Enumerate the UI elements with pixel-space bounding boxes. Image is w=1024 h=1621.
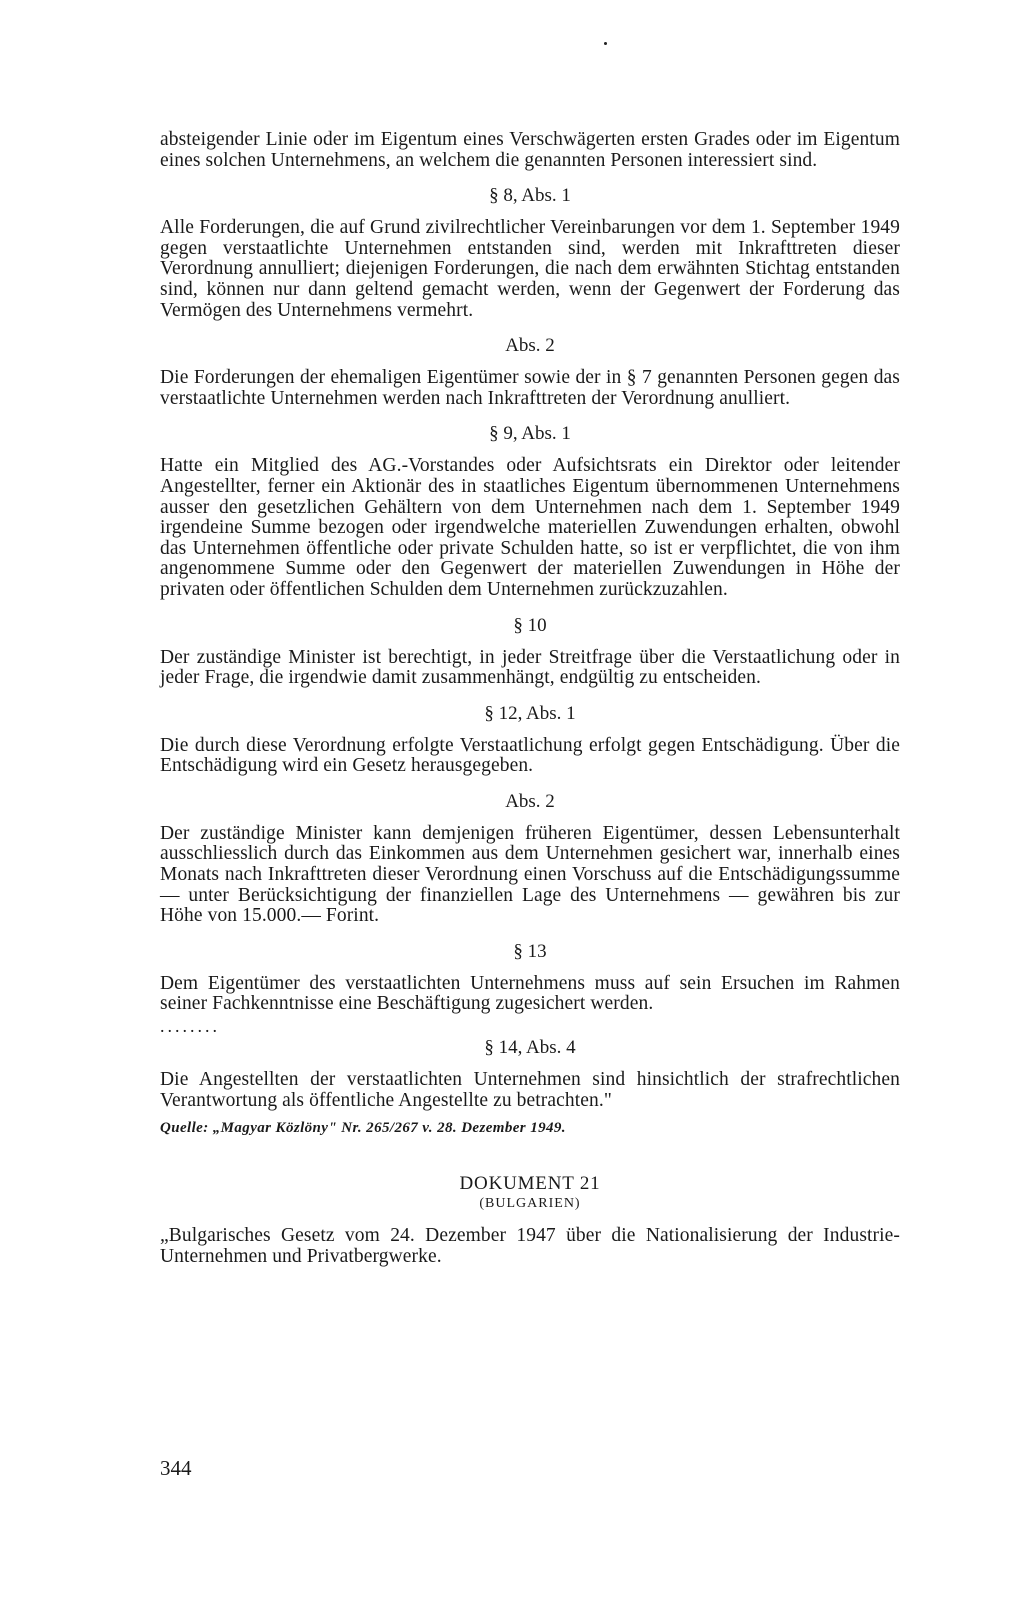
section-heading-abs-2: Abs. 2 <box>505 335 555 357</box>
scan-speck <box>604 42 607 45</box>
section-heading-14-abs-4: § 14, Abs. 4 <box>484 1037 576 1059</box>
paragraph-former-owner-claims: Die Forderungen der ehemaligen Eigentümer sowie der in § 7 genannten Personen gegen das verstaatlichte Unternehmen werden nach Inkrafttreten der Verordnung anulliert. <box>160 367 900 409</box>
omission-dots: ........ <box>160 1016 220 1037</box>
document-subtitle: (BULGARIEN) <box>479 1196 581 1212</box>
page-content <box>160 130 900 1267</box>
document-title: DOKUMENT 21 <box>459 1173 601 1195</box>
paragraph-repayment: Hatte ein Mitglied des AG.-Vorstandes oder Aufsichtsrats ein Direktor oder leitender Angestellter, ferner ein Aktionär des in staatliches Eigentum übernommenen Unternehmens ausser den gesetzlichen Gehältern von dem Unternehmen nach dem 1. September 1949 irgendeine Summe bezogen oder irgendwelche materiellen Zuwendungen erhalten, obwohl das Unternehmen öffentliche oder private Schulden hatte, so ist er verpflichtet, die von ihm angenommene Summe oder den Gegenwert der materiellen Zuwendungen in Höhe der privaten oder öffentlichen Schulden dem Unternehmen zurückzuzahlen. <box>160 455 900 600</box>
section-heading-12-abs-1: § 12, Abs. 1 <box>484 702 576 724</box>
paragraph-minister-decides: Der zuständige Minister ist berechtigt, in jeder Streitfrage über die Verstaatlichung oder in jeder Frage, die irgendwie damit zusammenhängt, endgültig zu entscheiden. <box>160 646 900 689</box>
section-heading-9-abs-1: § 9, Abs. 1 <box>489 423 571 445</box>
section-heading-13: § 13 <box>513 940 547 962</box>
source-citation: Quelle: „Magyar Közlöny" Nr. 265/267 v. 28. Dezember 1949. <box>160 1120 566 1137</box>
paragraph-employees: Die Angestellten der verstaatlichten Unternehmen sind hinsichtlich der strafrechtlichen Verantwortung als öffentliche Angestellte zu betrachten." <box>160 1069 900 1111</box>
section-heading-abs-2b: Abs. 2 <box>505 790 555 812</box>
page-number: 344 <box>160 1456 192 1480</box>
paragraph-advance-payment: Der zuständige Minister kann demjenigen früheren Eigentümer, dessen Lebensunterhalt ausschliesslich durch das Einkommen aus dem Unternehmen gesichert war, innerhalb eines Monats nach Inkrafttreten dieser Verordnung einen Vorschuss auf die Entschädigungssumme — unter Berücksichtigung der finanziellen Lage des Unternehmens — gewähren bis zur Höhe von 15.000.— Forint. <box>160 822 900 927</box>
section-heading-10: § 10 <box>513 614 547 636</box>
paragraph-employment: Dem Eigentümer des verstaatlichten Unternehmens muss auf sein Ersuchen im Rahmen seiner Fachkenntnisse eine Beschäftigung zugesichert werden. <box>160 972 900 1015</box>
section-heading-8-abs-1: § 8, Abs. 1 <box>489 185 571 207</box>
paragraph-continuation: absteigender Linie oder im Eigentum eines Verschwägerten ersten Grades oder im Eigentum eines solchen Unternehmens, an welchem die genannten Personen interessiert sind. <box>160 129 900 171</box>
paragraph-claims-annulled: Alle Forderungen, die auf Grund zivilrechtlicher Vereinbarungen vor dem 1. September 1949 gegen verstaatlichte Unternehmen entstanden sind, werden mit Inkrafttreten dieser Verordnung annulliert; diejenigen Forderungen, die nach dem erwähnten Stichtag entstanden sind, können nur dann geltend gemacht werden, wenn der Gegenwert der Forderung das Vermögen des Unternehmens vermehrt. <box>160 217 900 321</box>
paragraph-bulgarian-law: „Bulgarisches Gesetz vom 24. Dezember 1947 über die Nationalisierung der Industrie-Unternehmen und Privatbergwerke. <box>160 1225 900 1267</box>
paragraph-compensation: Die durch diese Verordnung erfolgte Verstaatlichung erfolgt gegen Entschädigung. Über die Entschädigung wird ein Gesetz herausgegeben. <box>160 734 900 777</box>
